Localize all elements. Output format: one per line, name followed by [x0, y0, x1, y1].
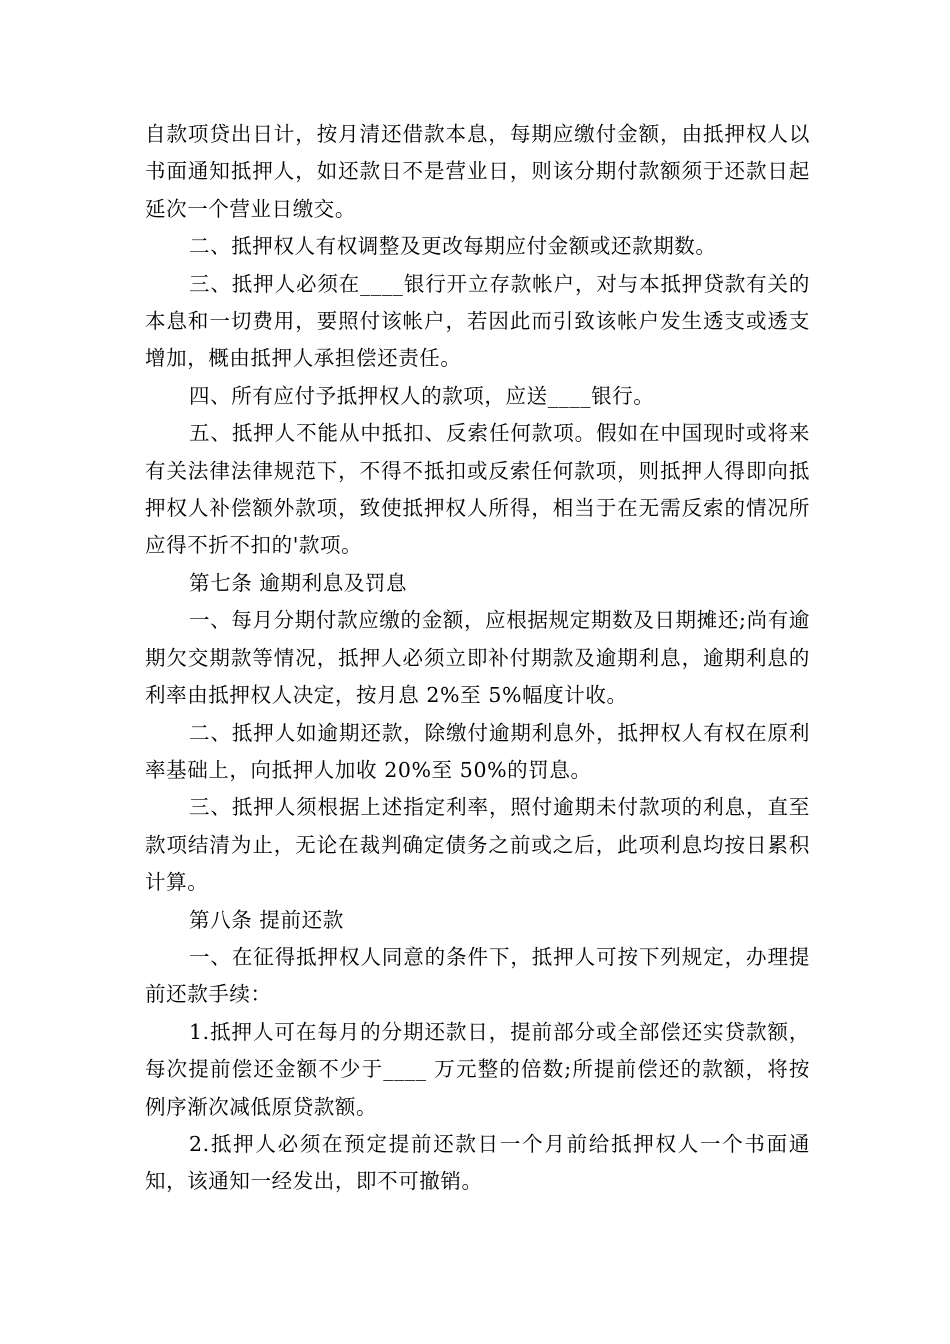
paragraph-article-8-item-2: 2.抵押人必须在预定提前还款日一个月前给抵押权人一个书面通知，该通知一经发出，即不可撤销。 [145, 1131, 810, 1194]
paragraph-article-8-clause-1: 一、在征得抵押权人同意的条件下，抵押人可按下列规定，办理提前还款手续： [145, 944, 810, 1007]
document-body [145, 116, 810, 1201]
paragraph-clause-4: 四、所有应付予抵押权人的款项，应送____银行。 [189, 383, 655, 408]
paragraph-article-7-clause-1: 一、每月分期付款应缴的金额，应根据规定期数及日期摊还;尚有逾期欠交期款等情况，抵押人必须立即补付期款及逾期利息，逾期利息的利率由抵押权人决定，按月息 2%至 5%幅度计收。 [145, 608, 810, 708]
paragraph-clause-3: 三、抵押人必须在____银行开立存款帐户，对与本抵押贷款有关的本息和一切费用，要照付该帐户，若因此而引致该帐户发生透支或透支增加，概由抵押人承担偿还责任。 [145, 271, 810, 371]
paragraph-article-7-clause-2: 二、抵押人如逾期还款，除缴付逾期利息外，抵押权人有权在原利率基础上，向抵押人加收 20%至 50%的罚息。 [145, 720, 810, 782]
section-heading-article-7: 第七条 逾期利息及罚息 [189, 570, 408, 595]
paragraph-article-7-clause-3: 三、抵押人须根据上述指定利率，照付逾期未付款项的利息，直至款项结清为止，无论在裁判确定债务之前或之后，此项利息均按日累积计算。 [145, 795, 810, 895]
section-heading-article-8: 第八条 提前还款 [189, 907, 344, 932]
paragraph-article-8-item-1: 1.抵押人可在每月的分期还款日，提前部分或全部偿还实贷款额，每次提前偿还金额不少于____ 万元整的倍数;所提前偿还的款额，将按例序渐次减低原贷款额。 [145, 1019, 810, 1119]
paragraph-clause-2: 二、抵押权人有权调整及更改每期应付金额或还款期数。 [189, 234, 717, 259]
paragraph-clause-5: 五、抵押人不能从中抵扣、反索任何款项。假如在中国现时或将来有关法律法律规范下，不得不抵扣或反索任何款项，则抵押人得即向抵押权人补偿额外款项，致使抵押权人所得，相当于在无需反索的情况所应得不折不扣的'款项。 [145, 421, 810, 558]
paragraph-continuation: 自款项贷出日计，按月清还借款本息，每期应缴付金额，由抵押权人以书面通知抵押人，如还款日不是营业日，则该分期付款额须于还款日起延次一个营业日缴交。 [145, 122, 810, 221]
